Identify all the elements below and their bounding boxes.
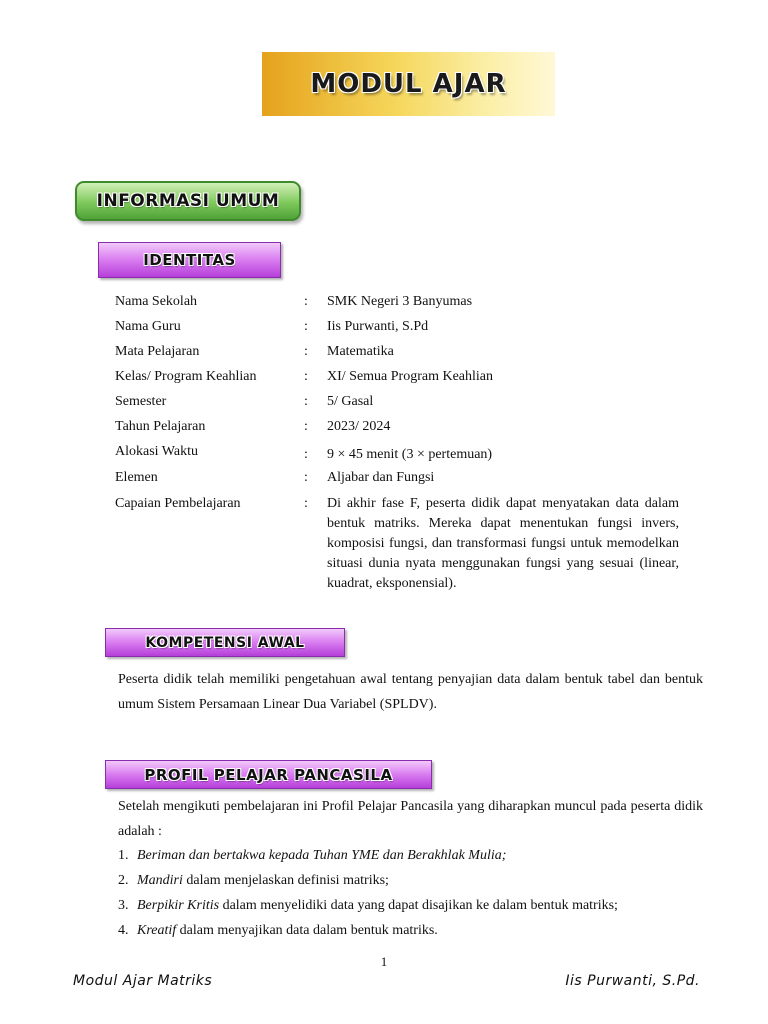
row-label: Alokasi Waktu bbox=[115, 444, 198, 459]
title-banner bbox=[262, 52, 555, 116]
row-colon: : bbox=[304, 319, 308, 334]
row-colon: : bbox=[304, 419, 308, 434]
list-number: 4. bbox=[118, 923, 129, 938]
page-number: 1 bbox=[380, 954, 388, 969]
list-emphasis: Berpikir Kritis bbox=[137, 898, 220, 913]
list-text: dalam menyelidiki data yang dapat disajikan ke dalam bentuk matriks; bbox=[219, 898, 618, 913]
list-text: dalam menjelaskan definisi matriks; bbox=[182, 873, 389, 888]
row-label: Tahun Pelajaran bbox=[115, 419, 206, 434]
row-value: 9 × 45 menit (3 × pertemuan) bbox=[327, 447, 493, 462]
list-item bbox=[118, 918, 703, 943]
row-value: XI/ Semua Program Keahlian bbox=[327, 369, 494, 384]
list-item bbox=[118, 868, 703, 893]
row-value: 5/ Gasal bbox=[327, 394, 374, 409]
row-label: Capaian Pembelajaran bbox=[115, 496, 241, 511]
row-value: 2023/ 2024 bbox=[327, 419, 391, 434]
section-header-identitas: IDENTITAS bbox=[98, 242, 281, 278]
row-label: Nama Guru bbox=[115, 319, 181, 334]
list-emphasis: Mandiri bbox=[137, 873, 183, 888]
row-colon: : bbox=[304, 496, 308, 511]
row-colon: : bbox=[304, 447, 308, 462]
row-value: Di akhir fase F, peserta didik dapat menyatakan data dalam bentuk matriks. Mereka dapat menentukan fungsi invers, komposisi fungsi, dan transformasi fungsi untuk memodelkan situasi dunia nyata menggunakan fungsi yang sesuai (linear, kuadrat, eksponensial). bbox=[327, 496, 679, 591]
footer-left: Modul Ajar Matriks bbox=[73, 973, 213, 989]
list-number: 1. bbox=[118, 848, 129, 863]
row-value: Matematika bbox=[327, 344, 394, 359]
profil-intro: Setelah mengikuti pembelajaran ini Profil Pelajar Pancasila yang diharapkan muncul pada peserta didik adalah : bbox=[118, 799, 703, 839]
section-header-informasi-umum: INFORMASI UMUM bbox=[75, 181, 301, 221]
footer-right: Iis Purwanti, S.Pd. bbox=[565, 973, 700, 989]
row-value: Aljabar dan Fungsi bbox=[327, 470, 435, 485]
row-value: SMK Negeri 3 Banyumas bbox=[327, 294, 473, 309]
row-label: Elemen bbox=[115, 470, 158, 485]
kompetensi-paragraph: Peserta didik telah memiliki pengetahuan awal tentang penyajian data dalam bentuk tabel dan bentuk umum Sistem Persamaan Linear Dua Variabel (SPLDV). bbox=[118, 672, 703, 712]
section-header-kompetensi-awal: KOMPETENSI AWAL bbox=[105, 628, 345, 657]
row-colon: : bbox=[304, 344, 308, 359]
list-item bbox=[118, 843, 703, 868]
section-header-profil-pelajar: PROFIL PELAJAR PANCASILA bbox=[105, 760, 432, 789]
row-label: Semester bbox=[115, 394, 167, 409]
row-colon: : bbox=[304, 294, 308, 309]
row-colon: : bbox=[304, 369, 308, 384]
row-value: Iis Purwanti, S.Pd bbox=[327, 319, 429, 334]
profil-list bbox=[118, 843, 703, 943]
list-item bbox=[118, 893, 703, 918]
row-label: Nama Sekolah bbox=[115, 294, 198, 309]
list-number: 3. bbox=[118, 898, 129, 913]
row-label: Mata Pelajaran bbox=[115, 344, 200, 359]
row-colon: : bbox=[304, 394, 308, 409]
row-label: Kelas/ Program Keahlian bbox=[115, 369, 257, 384]
list-text: dalam menyajikan data dalam bentuk matriks. bbox=[176, 923, 438, 938]
row-colon: : bbox=[304, 470, 308, 485]
list-number: 2. bbox=[118, 873, 129, 888]
list-emphasis: Kreatif bbox=[137, 923, 177, 938]
page-title: MODUL AJAR bbox=[310, 69, 507, 99]
list-emphasis: Beriman dan bertakwa kepada Tuhan YME dan Berakhlak Mulia; bbox=[137, 848, 507, 863]
